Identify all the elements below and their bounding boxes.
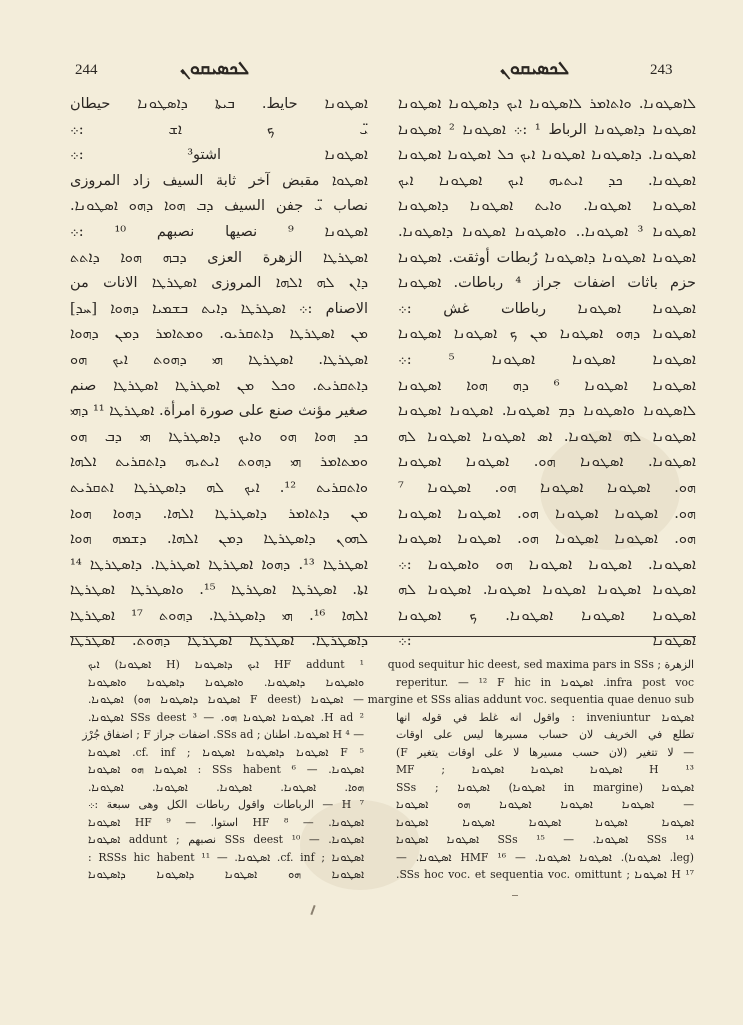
text-line: ܐܣܛܪܛܐ. ܐܣܛܪܛܐ ܗܝ ܕܗܘܬ ܐܝܟ ܗܘ (70, 351, 368, 368)
text-line: ܐܣܛܘܢܐ ܠܗ ܐܣܛܘܢܐ. ܐܣ ܐܣܛܘܢܐ ܐܣܛܘܢܐ ܠܗ (398, 428, 696, 445)
running-head-left: ܠܟܣܝܩܘܢ (180, 58, 250, 79)
footnote-line: ܐܣܛܘܢܐ ; cf. inf. ܐܣܛܘܢܐ. — ¹¹ RSSs hic habent : (88, 850, 365, 864)
footnote-line: — ⁴ H ܐܣܛܘܢܐ. اطنان ; SSs ad. اضفات جراز F ; اضفاق جُرْز (82, 728, 364, 741)
footnote-line: — ܐܣܛܘܢܐ (F deest ܐܣܛܘܢܐ ܕܐܣܛܘܢܐ ܗܘ) ܐܣܛܘܢܐ. (88, 693, 364, 706)
text-line: ܐܣܛܘܢܐ ܕܐܣܛܘܢܐ الرباط ¹ :܀ ܐܣܛܘܢܐ ² ܐܣܛܘܢܐ (398, 121, 697, 138)
footnote-line: ⁷ H — الرباطات واقول رباطات الكل وهى سبعة :܀ (88, 798, 364, 811)
text-line: ܗܘ. ܐܣܛܘܢܐ ܐܣܛܘܢܐ ܗܘ. ܐܣܛܘܢܐ ⁷ (398, 479, 696, 496)
text-line: ܐܣܛܘܢܐ ܐܣܛܘܢܐ ⁶ ܕܗ ܗܘܐ ܐܣܛܘܢܐ (398, 377, 696, 394)
running-head-right: ܠܟܣܝܩܘܢ (500, 58, 570, 79)
footnote-line: ܐܣܛܘܢܐ inveniuntur : واقول انه غلط في قوله انها (396, 710, 694, 724)
page-number-right: 243 (650, 62, 673, 78)
text-line: ܐܣܛܘܢܐ ܕܗܘ ܐܣܛܘܢܐ ܡܢ ܟ ܐܣܛܘܢܐ ܐܣܛܘܢܐ (398, 326, 696, 343)
text-line: حزم باثات اضفات جراز ⁴ رباطات. ܐܣܛܘܢܐ (398, 275, 696, 292)
text-line: ܐܣܛܪܛܐ الزهرة العزى ܕܒܗ ܗܘܐ ܕܐܬܬ (70, 249, 368, 266)
text-line: ܐܣܛܘܢܐ. ܕܐܣܛܘܢܐ ܐܣܛܘܢܐ ܐܝܟ ܟܠ ܐܣܛܘܢܐ ܐܣܛܘܢܐ (398, 147, 696, 164)
text-line: ܐܣܛܘܢܐ ܐܣܛܘܢܐ رباطات غش :܀ (398, 300, 696, 317)
text-line: ܠܐܣܛܘܢܐ ܘܐܣܛܘܢܐ ܕܡ ܐܣܛܘܢܐ. ܐܣܛܘܢܐ ܐܣܛܘܢܐ (398, 403, 696, 420)
footnote-line: تطلع في الخريف لان حساب مسيرها ليس على اوقات (396, 728, 694, 741)
text-line: ܐܣܛܘܢܐ ܐܣܛܘܢܐ ܕܐܣܛܘܢܐ رُبطات أوثقت. ܐܣܛܘܢܐ (398, 249, 696, 266)
text-line: ܗܘ. ܐܣܛܘܢܐ ܐܣܛܘܢܐ ܗܘ. ܐܣܛܘܢܐ ܐܣܛܘܢܐ (398, 531, 696, 548)
footnote-line: infra post voc. ܐܣܛܘܢܐ reperitur. — ¹² F hic in (396, 675, 694, 689)
page-header (0, 56, 743, 90)
text-line: ܐܣܛܘܢܐ ܐܣܛܘܢܐ ܐܣܛܘܢܐ ܐܣܛܘܢܐ. ܐܣܛܘܢܐ ܠܗ (398, 582, 696, 599)
footnote-line: ܐܣܛܘܢܐ ܗܘ ܐܣܛܘܢܐ ܕܐܣܛܘܢܐ ܕܐܣܛܘܢܐ (88, 868, 364, 881)
text-line: ܐܣܛܘܢܐ. ܐܣܛܘܢܐ ܐܣܛܘܢܐ ܗܘ ܘܐܣܛܘܢܐ :܀ (398, 556, 696, 573)
text-line: ܕܐܣܛܪܛܐ. ܐܣܛܪܛܐ ܐܣܛܪܛܐ ܕܗܘܬ. ܐܣܛܪܛܐ (70, 633, 368, 650)
pencil-mark (512, 895, 518, 896)
text-line: ܐܣܛܘܢܐ ܐܣܛܘܢܐ ܐܣܛܘܢܐ ⁵ :܀ (398, 351, 696, 368)
text-line: ܗܘ. ܐܣܛܘܢܐ ܐܣܛܘܢܐ ܗܘ. ܐܣܛܘܢܐ ܐܣܛܘܢܐ (398, 505, 696, 522)
text-line: ܕܐܬܩܪܝܬ. ܘܟܠ ܡܢ ܐܣܛܪܛܐ ܐܣܛܪܛܐ صنم (70, 377, 368, 394)
page-number-left: 244 (75, 62, 98, 78)
text-line: ܐܣܛܘܢܐ ܐܣܛܘܢܐ. ܘܐܝܬ ܐܣܛܘܢܐ ܕܐܣܛܘܢܐ (398, 198, 696, 215)
footnote-line: ⁵ F ܐܣܛܘܢܐ ܕܐܣܛܘܢܐ ܐܣܛܘܢܐ ; cf. inf. ܐܣܛܘܢܐ (88, 745, 364, 759)
text-line: ܐܣܛܘܢܐ. ܐܣܛܘܢܐ ܗܘ. ܐܣܛܘܢܐ ܐܣܛܘܢܐ (398, 454, 696, 471)
text-line: ܡܢ ܕܐܬܐܡܪ ܕܐܣܛܪܛܐ ܐܠܗܐ. ܕܗܘܐ ܗܘܐ (70, 505, 368, 522)
text-line: ܐܣܛܘܢܐ ³ ܐܣܛܘܢܐ.. ܘܐܣܛܘܢܐ ܐܣܛܘܢܐ ܕܐܣܛܘܢܐ. (398, 223, 696, 240)
text-line: ܐܣܛܘܢܐ. ܟܕ ܐܝܬܝܗ ܐܝܟ ܐܣܛܘܢܐ ܐܝܟ (398, 172, 696, 189)
footnote-line: — لا تتغير (لان حسب مسيرها لا على اوقات يتغير F) (396, 745, 694, 759)
footnote-line: ² H ad. ܐܣܛܘܢܐ ܐܣܛܘܢܐ ܗܘ. — ³ SSs deest ܐܣܛܘܢܐ. (88, 710, 365, 724)
text-line: ܠܗܘܢ ܕܐܣܛܪܛܐ ܕܡܢ ܐܠܗܐ. ܕܫܡܗ ܗܘܐ (70, 531, 368, 548)
text-line: ܐܣܛܘܐ مقبض آخر ثابة السيف زاد المروزى (70, 172, 368, 189)
text-line: ܐܣܛܘܢܐ اشتو³ :܀ (70, 147, 368, 164)
footnote-line: ¹⁷ H ܐܣܛܘܢܐ ; SSs hoc voc. et sequentia voc. omittunt. (396, 868, 694, 881)
footnote-line: ¹ HF addunt ܐܝܟ ܕܐܣܛܘܢܐ (H ܐܣܛܘܢܐ) ܐܝܟ (88, 658, 364, 671)
text-line: الاصنام :܀ ܐܣܛܪܛܐ ܕܐܝܬ ܒܫܡܝܐ ܕܗܘܐ [ܚܕ] (70, 300, 368, 317)
right-footnotes (367, 656, 695, 896)
footnote-line: ܐܣܛܘܢܐ. — ⁸ HF استوا. — ⁹ HF ܐܣܛܘܢܐ (88, 815, 364, 829)
left-footnotes (82, 656, 365, 896)
footnote-line: — ܐܣܛܘܢܐ ܐܣܛܘܢܐ ܐܣܛܘܢܐ ܗܘ ܐܣܛܘܢܐ (396, 798, 694, 811)
text-line: ܐܣܛܪܛܐ ¹³. ܕܗܘܐ ܐܣܛܪܛܐ ܐܣܛܪܛܐ. ܕܐܣܛܪܛܐ ¹⁴ (70, 556, 368, 573)
footnote-line: ܐܣܛܘܢܐ (in margine ܐܣܛܘܢܐ) ܐܣܛܘܢܐ ; SSs (396, 780, 694, 794)
pencil-mark (310, 905, 315, 915)
text-line: ܕܐܢ ܠܗ ܐܠܗܐ المروزى ܐܣܛܪܛܐ الانات من (70, 275, 368, 292)
text-line: صغير مؤنث صنع على صورة امرأة. ܐܣܛܪܛܐ ¹¹ ܕܗܝ (70, 403, 368, 420)
text-line: ܐܠܗܐ ¹⁶. ܗܝ ܕܐܣܛܪܛܐ. ܕܗܘܬ ¹⁷ ܐܣܛܪܛܐ (70, 607, 369, 624)
text-line: ܐܣܛܘܢܐ :܀ (398, 633, 696, 650)
footnote-line: ܘܐܣܛܘܢܐ ܕܐܣܛܘܢܐ. ܘܐܣܛܘܢܐ ܕܐܣܛܘܢܐ ܘܐܣܛܘܢܐ (88, 675, 364, 689)
footnote-line: ܐܣܛܘܢܐ ܐܣܛܘܢܐ ܐܣܛܘܢܐ ܐܣܛܘܢܐ ܐܣܛܘܢܐ (396, 815, 694, 829)
footnote-line: ܗܘܐ. ܐܣܛܘܢܐ. ܐܣܛܘܢܐ. ܐܣܛܘܢܐ. ܐܣܛܘܢܐ. (88, 780, 364, 794)
text-line: نصاب ܝ̈ جفن السيف ܕܒ ܗܘܐ ܕܗܘ ܐܣܛܘܢܐ. (70, 198, 368, 215)
text-line: ܐܣܛܘܢܐ حايط. ܒܝܬܐ ܕܐܣܛܘܢܐ حيطان (70, 96, 368, 112)
footnote-line: (leg. ܐܣܛܘܢܐ). ܐܣܛܘܢܐ ܐܣܛܘܢܐ. — ¹⁶ HMF ܐܣܛܘܢܐ. — (396, 850, 694, 864)
footnote-line: الزهرة ; quod sequitur hic deest, sed maxima pars in SSs (387, 658, 694, 671)
right-page-text (398, 92, 697, 650)
text-line: ܘܡܬܐܡܪ ܗܝ ܕܗܘܬ ܐܝܬܝܗ ܕܐܬܩܪܝܬ ܐܠܗܐ (70, 454, 368, 471)
left-page-text (70, 92, 369, 650)
footnote-rule (70, 636, 696, 637)
footnote-line: ܐܣܛܘܢܐ. — ⁶ SSs habent : ܐܣܛܘܢܐ ܗܘ ܐܣܛܘܢܐ (88, 763, 364, 776)
footnote-line: ܐܣܛܘܢܐ. — ¹⁰ SSs deest نصبهم ; addunt ܐܣܛܘܢܐ (88, 833, 364, 846)
footnote-line: ¹³ H ܐܣܛܘܢܐ ܐܣܛܘܢܐ ܐܣܛܘܢܐ ; MF (396, 763, 694, 776)
text-line: ܝ̈ ܟ ܐܫ :܀ (70, 121, 368, 138)
text-line: ܐܣܛܘܢܐ ܐܣܛܘܢܐ ܐܣܛܘܢܐ. ܟ ܐܣܛܘܢܐ (398, 607, 696, 624)
text-line: ܐܣܛܘܢܐ ⁹ نصيها نصبهم ¹⁰ :܀ (70, 223, 369, 240)
text-line: ܘܐܬܩܪܝܬ ¹². ܐܝܟ ܠܗ ܕܐܣܛܪܛܐ ܐܬܩܪܝܬ (70, 479, 368, 496)
text-line: ܠܐܣܛܘܢܐ. ܘܐܬܐܡܪ ܠܐܣܛܘܢܐ ܐܝܟ ܕܐܣܛܘܢܐ ܐܣܛܘܢܐ (398, 96, 696, 112)
text-line: ܐܬܐ. ܐܣܛܪܛܐ ܐܣܛܪܛܐ ¹⁵. ܘܐܣܛܪܛܐ ܐܣܛܪܛܐ (70, 582, 368, 599)
text-line: ܟܕ ܗܘܐ ܗܘ ܘܐܝܟ ܕܐܣܛܪܛܐ ܗܝ ܕܒ ܗܘ (70, 428, 368, 445)
footnote-line: ¹⁴ SSs ܐܣܛܘܢܐ. — ¹⁵ SSs ܐܣܛܘܢܐ ܐܣܛܘܢܐ (396, 833, 695, 846)
text-line: ܡܢ ܐܣܛܪܛܐ ܕܐܬܩܪܝܘ. ܘܡܬܐܡܪ ܕܡܢ ܕܗܘܐ (70, 326, 368, 343)
footnote-line: margine et SSs alias addunt voc. sequentia quae denuo sub (367, 693, 694, 706)
